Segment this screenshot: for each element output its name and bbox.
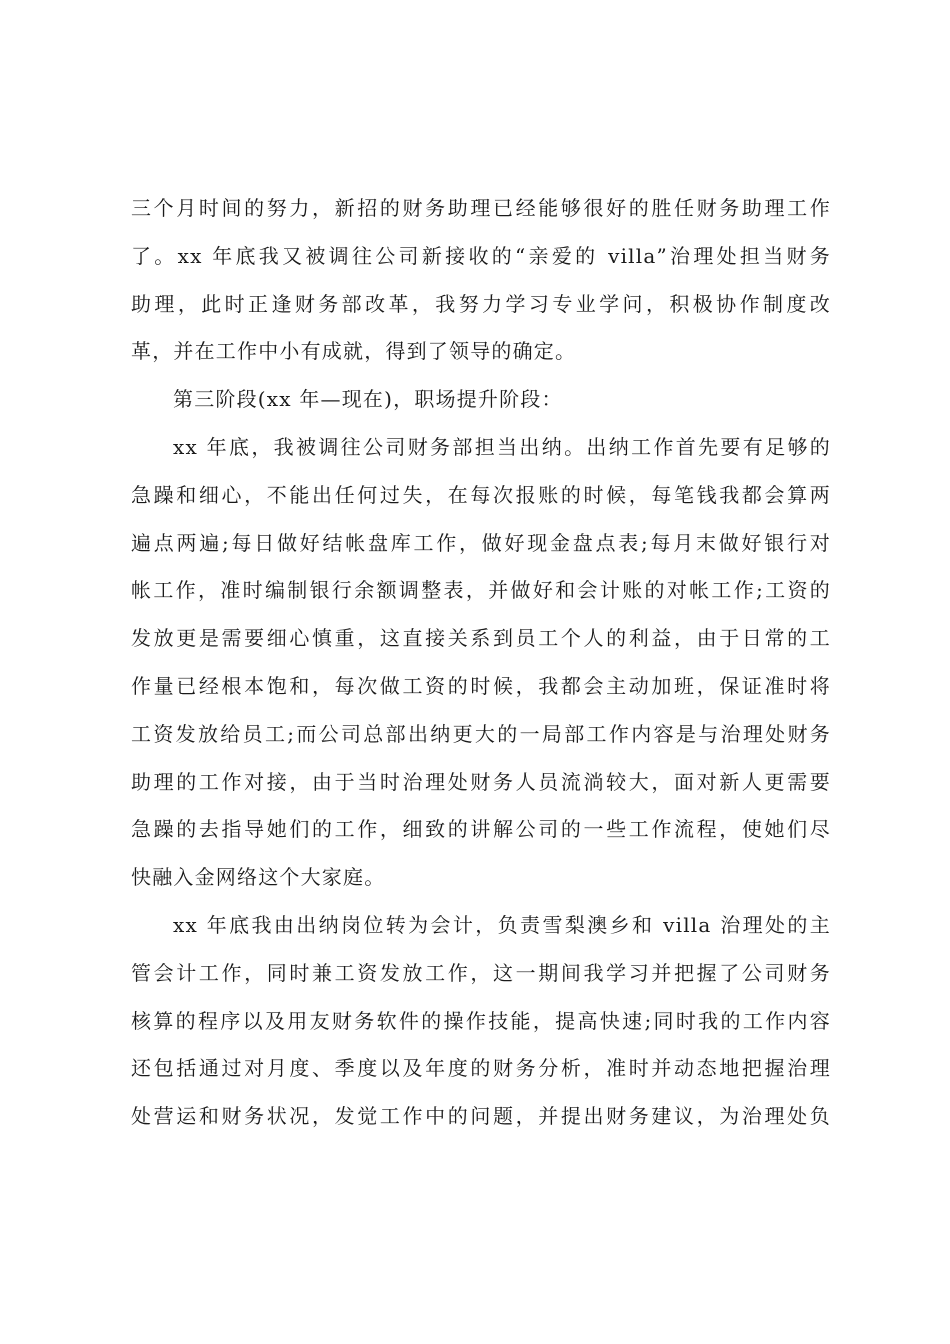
document-body bbox=[131, 185, 831, 1141]
paragraph-4-line-2: 管会计工作，同时兼工资发放工作，这一期间我学习并把握了公司财务 bbox=[131, 960, 831, 985]
paragraph-3-line-2: 急躁和细心，不能出任何过失，在每次报账的时候，每笔钱我都会算两 bbox=[131, 482, 831, 507]
paragraph-1-line-1: 三个月时间的努力，新招的财务助理已经能够很好的胜任财务助理工作 bbox=[131, 196, 831, 220]
paragraph-4-line-3: 核算的程序以及用友财务软件的操作技能，提高快速;同时我的工作内容 bbox=[131, 1008, 831, 1033]
paragraph-3-line-9: 急躁的去指导她们的工作，细致的讲解公司的一些工作流程，使她们尽 bbox=[131, 817, 831, 842]
paragraph-1-line-4: 革，并在工作中小有成就，得到了领导的确定。 bbox=[131, 339, 577, 364]
section-heading-stage-three: 第三阶段(xx 年—现在)，职场提升阶段： bbox=[173, 387, 563, 412]
paragraph-4-line-4: 还包括通过对月度、季度以及年度的财务分析，准时并动态地把握治理 bbox=[131, 1056, 831, 1081]
paragraph-3-line-3: 遍点两遍;每日做好结帐盘库工作，做好现金盘点表;每月末做好银行对 bbox=[131, 530, 831, 555]
paragraph-3-line-10: 快融入金网络这个大家庭。 bbox=[131, 865, 386, 890]
paragraph-3-line-1: xx 年底，我被调往公司财务部担当出纳。出纳工作首先要有足够的 bbox=[173, 434, 831, 459]
paragraph-4-line-1: xx 年底我由出纳岗位转为会计，负责雪梨澳乡和 villa 治理处的主 bbox=[173, 912, 831, 937]
paragraph-4-line-5: 处营运和财务状况，发觉工作中的问题，并提出财务建议，为治理处负 bbox=[131, 1104, 831, 1129]
paragraph-3-line-4: 帐工作，准时编制银行余额调整表，并做好和会计账的对帐工作;工资的 bbox=[131, 578, 831, 603]
paragraph-1-line-3: 助理，此时正逢财务部改革，我努力学习专业学问，积极协作制度改 bbox=[131, 291, 831, 316]
paragraph-3-line-7: 工资发放给员工;而公司总部出纳更大的一局部工作内容是与治理处财务 bbox=[131, 721, 831, 746]
paragraph-3-line-5: 发放更是需要细心慎重，这直接关系到员工个人的利益，由于日常的工 bbox=[131, 626, 831, 651]
paragraph-1-line-2: 了。xx 年底我又被调往公司新接收的“亲爱的 villa”治理处担当财务 bbox=[131, 243, 831, 268]
paragraph-3-line-6: 作量已经根本饱和，每次做工资的时候，我都会主动加班，保证准时将 bbox=[131, 673, 831, 698]
paragraph-3-line-8: 助理的工作对接，由于当时治理处财务人员流淌较大，面对新人更需要 bbox=[131, 769, 831, 794]
